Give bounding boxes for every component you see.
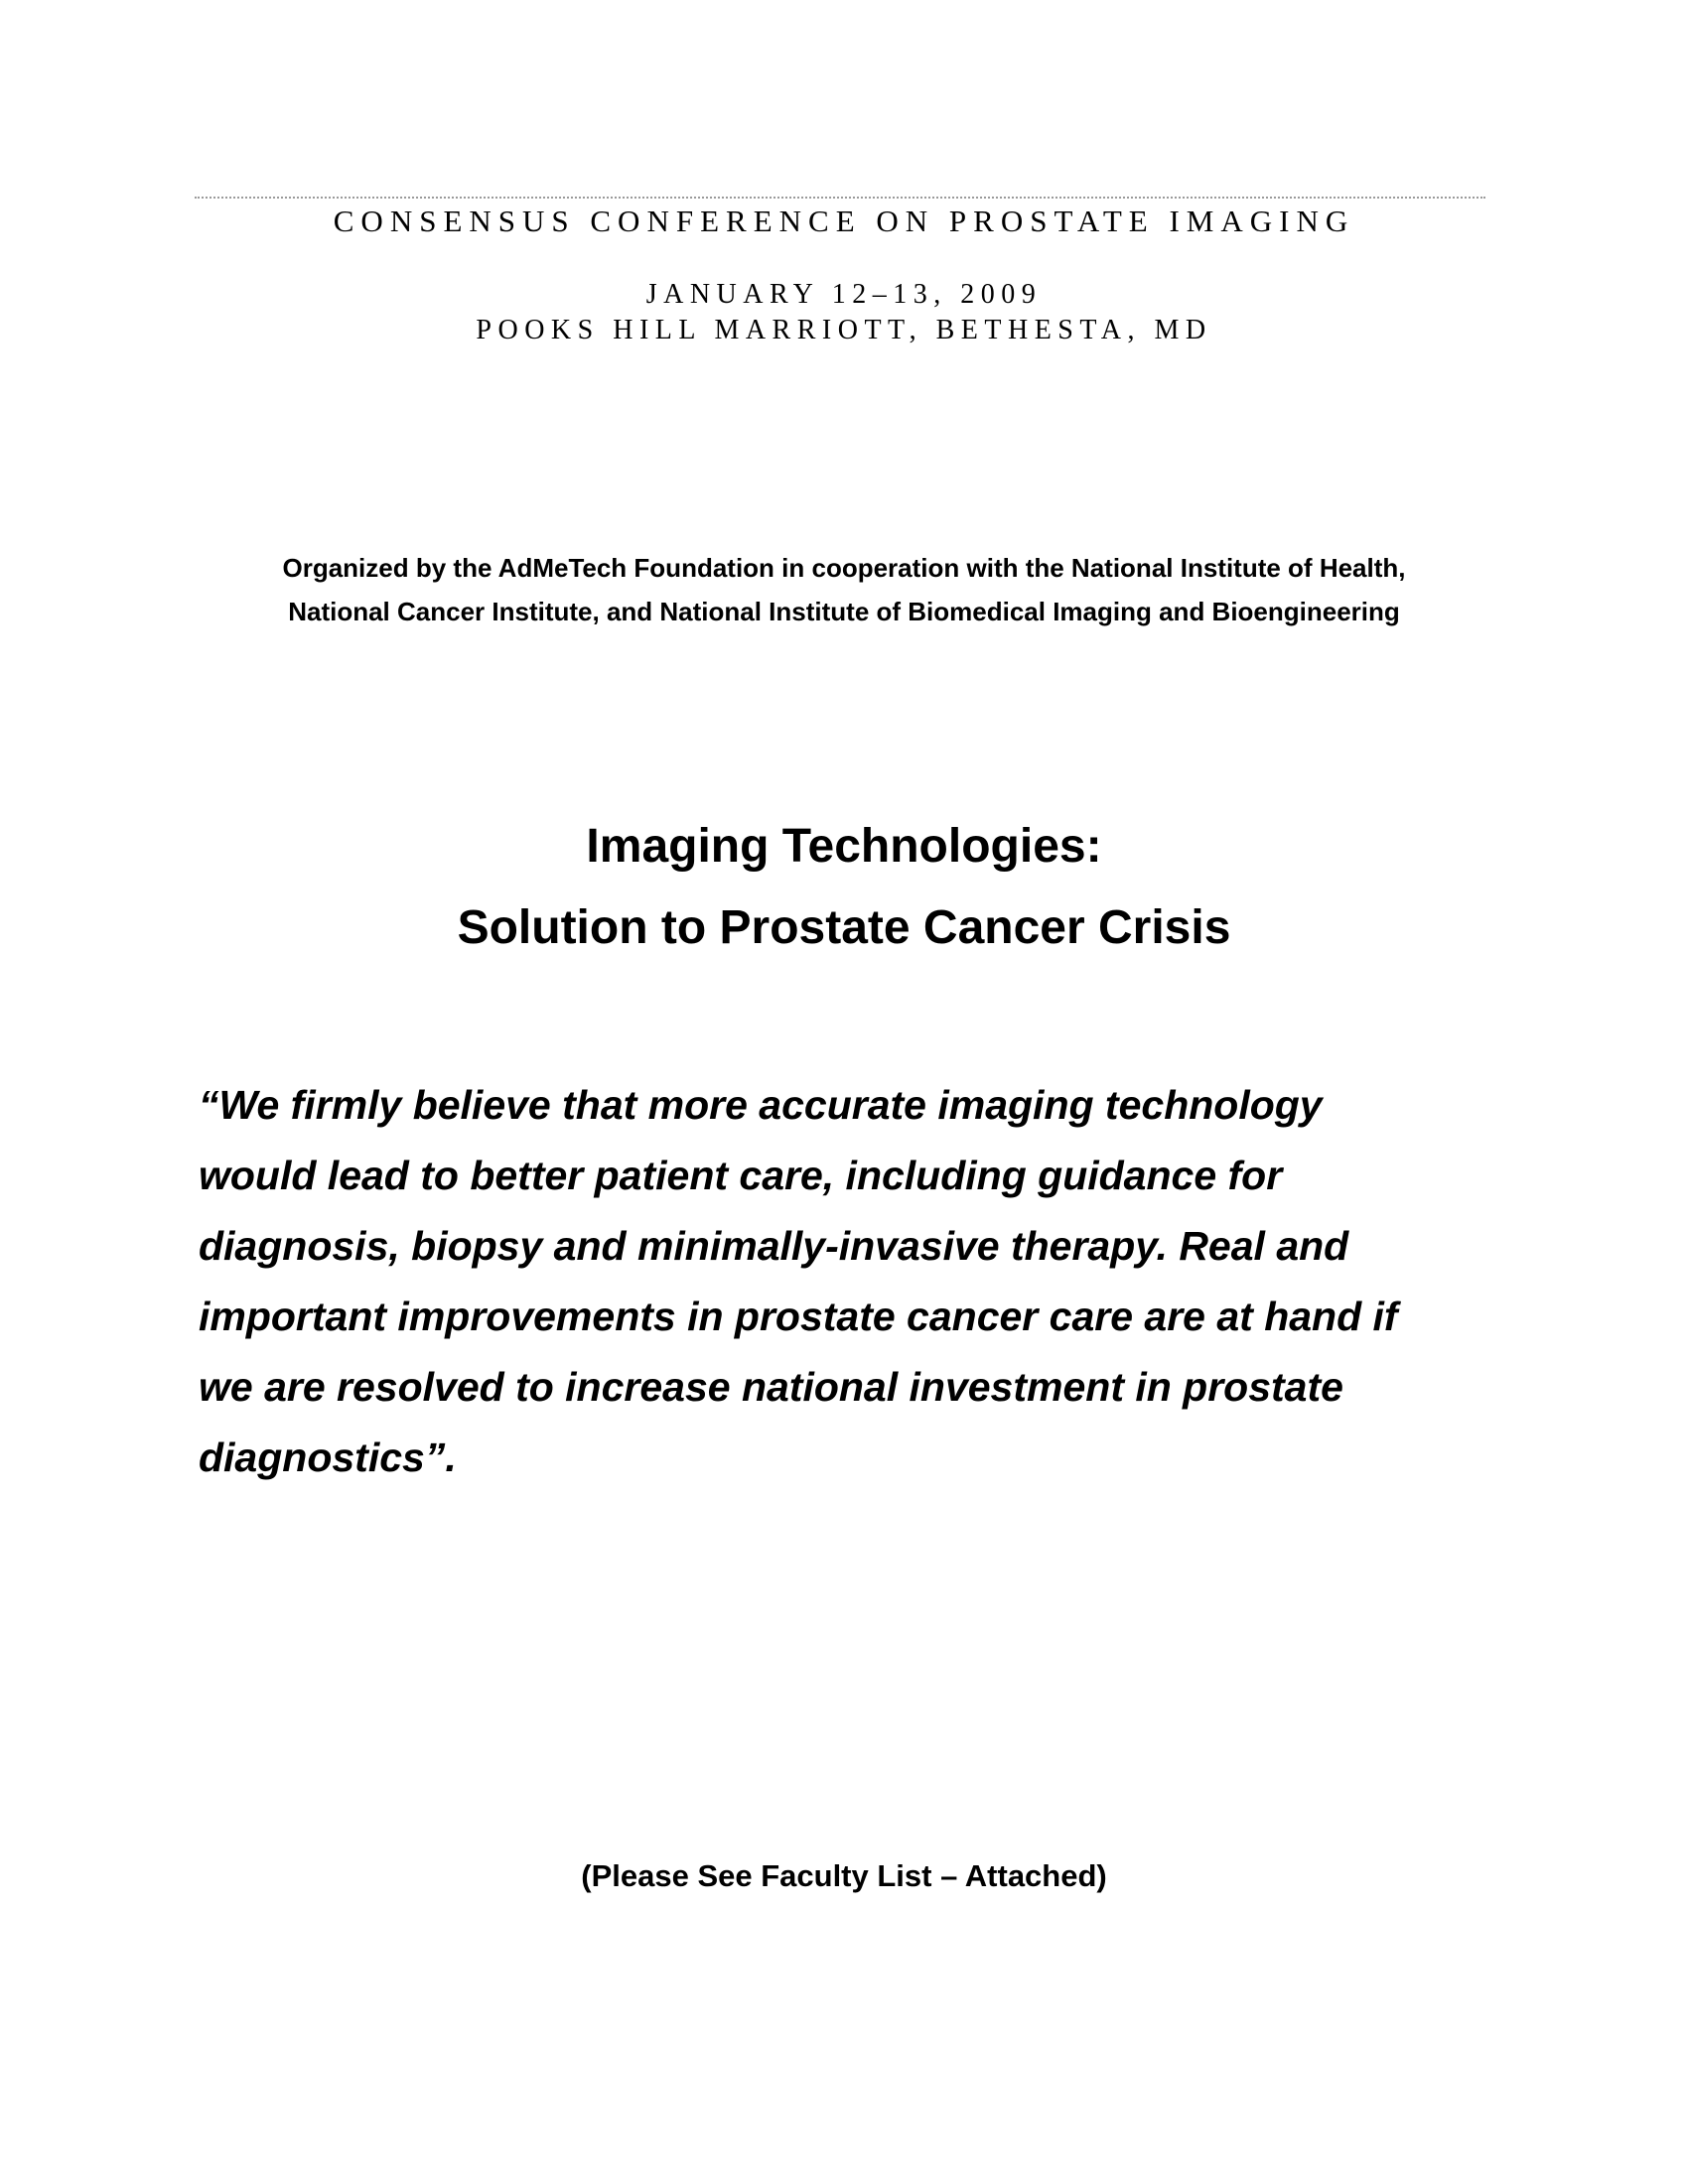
title-line: Imaging Technologies: — [586, 820, 1102, 873]
document-title — [149, 806, 1539, 969]
organizer-line: Organized by the AdMeTech Foundation in cooperation with the National Institute of Health, — [282, 553, 1406, 583]
conference-venue: POOKS HILL MARRIOTT, BETHESTA, MD — [476, 315, 1212, 345]
faculty-list-note: (Please See Faculty List – Attached) — [581, 1858, 1107, 1893]
conference-date: JANUARY 12–13, 2009 — [645, 279, 1043, 310]
organizer-line: National Cancer Institute, and National Institute of Biomedical Imaging and Bioengineering — [288, 597, 1400, 626]
quote-line: we are resolved to increase national investment in prostate — [199, 1364, 1343, 1410]
quote-line: diagnostics”. — [199, 1434, 457, 1480]
quote-line: would lead to better patient care, including guidance for — [199, 1153, 1283, 1198]
quote-line: “We firmly believe that more accurate imaging technology — [199, 1082, 1323, 1128]
conference-title: CONSENSUS CONFERENCE ON PROSTATE IMAGING — [333, 204, 1355, 238]
quote-block — [199, 1070, 1509, 1493]
organizer-statement — [149, 546, 1539, 633]
title-line: Solution to Prostate Cancer Crisis — [457, 901, 1231, 954]
quote-line: important improvements in prostate cancer care are at hand if — [199, 1294, 1398, 1339]
quote-line: diagnosis, biopsy and minimally-invasive therapy. Real and — [199, 1223, 1349, 1269]
